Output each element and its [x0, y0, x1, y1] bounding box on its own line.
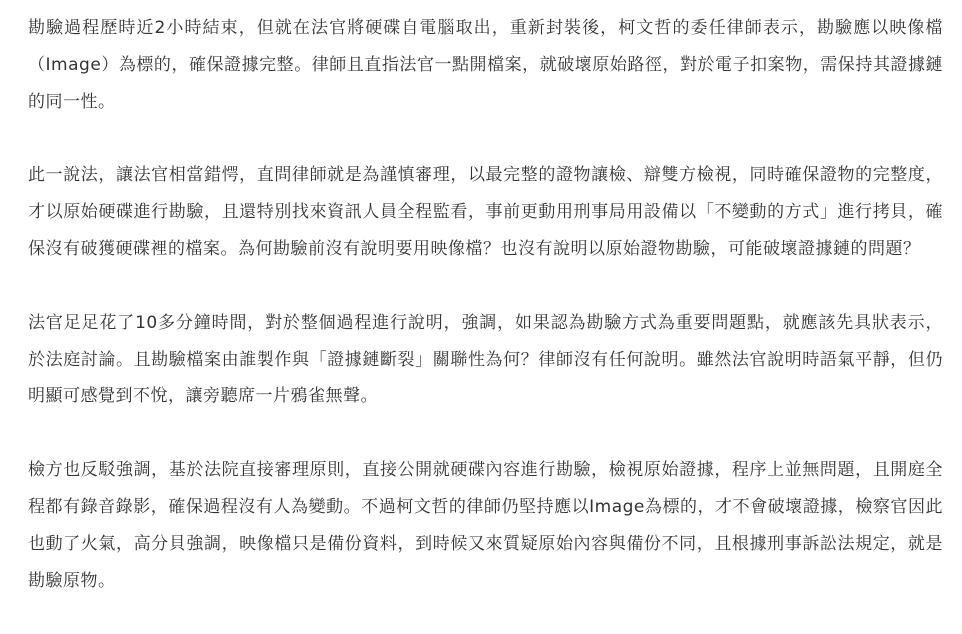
article-paragraph: 法官足足花了10多分鐘時間，對於整個過程進行說明，強調，如果認為勘驗方式為重要問題點，就應該先具狀表示，於法庭討論。且勘驗檔案由誰製作與「證據鏈斷裂」關聯性為何？律師沒有任何說明。雖然法官說明時語氣平靜，但仍明顯可感覺到不悅，讓旁聽席一片鴉雀無聲。 [28, 312, 943, 407]
article-paragraph: 檢方也反駁強調，基於法院直接審理原則，直接公開就硬碟內容進行勘驗，檢視原始證據，程序上並無問題，且開庭全程都有錄音錄影，確保過程沒有人為變動。不過柯文哲的律師仍堅持應以Image為標的，才不會破壞證據，檢察官因此也動了火氣，高分貝強調，映像檔只是備份資料，到時候又來質疑原始內容與備份不同，且根據刑事訴訟法規定，就是勘驗原物。 [28, 460, 943, 591]
article-paragraph: 勘驗過程歷時近2小時結束，但就在法官將硬碟自電腦取出，重新封裝後，柯文哲的委任律師表示，勘驗應以映像檔（Image）為標的，確保證據完整。律師且直指法官一點開檔案，就破壞原始路徑，對於電子扣案物，需保持其證據鏈的同一性。 [28, 18, 943, 112]
article-paragraph: 此一說法，讓法官相當錯愕，直問律師就是為謹慎審理，以最完整的證物讓檢、辯雙方檢視，同時確保證物的完整度，才以原始硬碟進行勘驗，且還特別找來資訊人員全程監看，事前更動用刑事局用設備以「不變動的方式」進行拷貝，確保沒有破獲硬碟裡的檔案。為何勘驗前沒有說明要用映像檔？也沒有說明以原始證物勘驗，可能破壞證據鏈的問題？ [28, 165, 943, 259]
article-body [28, 10, 943, 599]
